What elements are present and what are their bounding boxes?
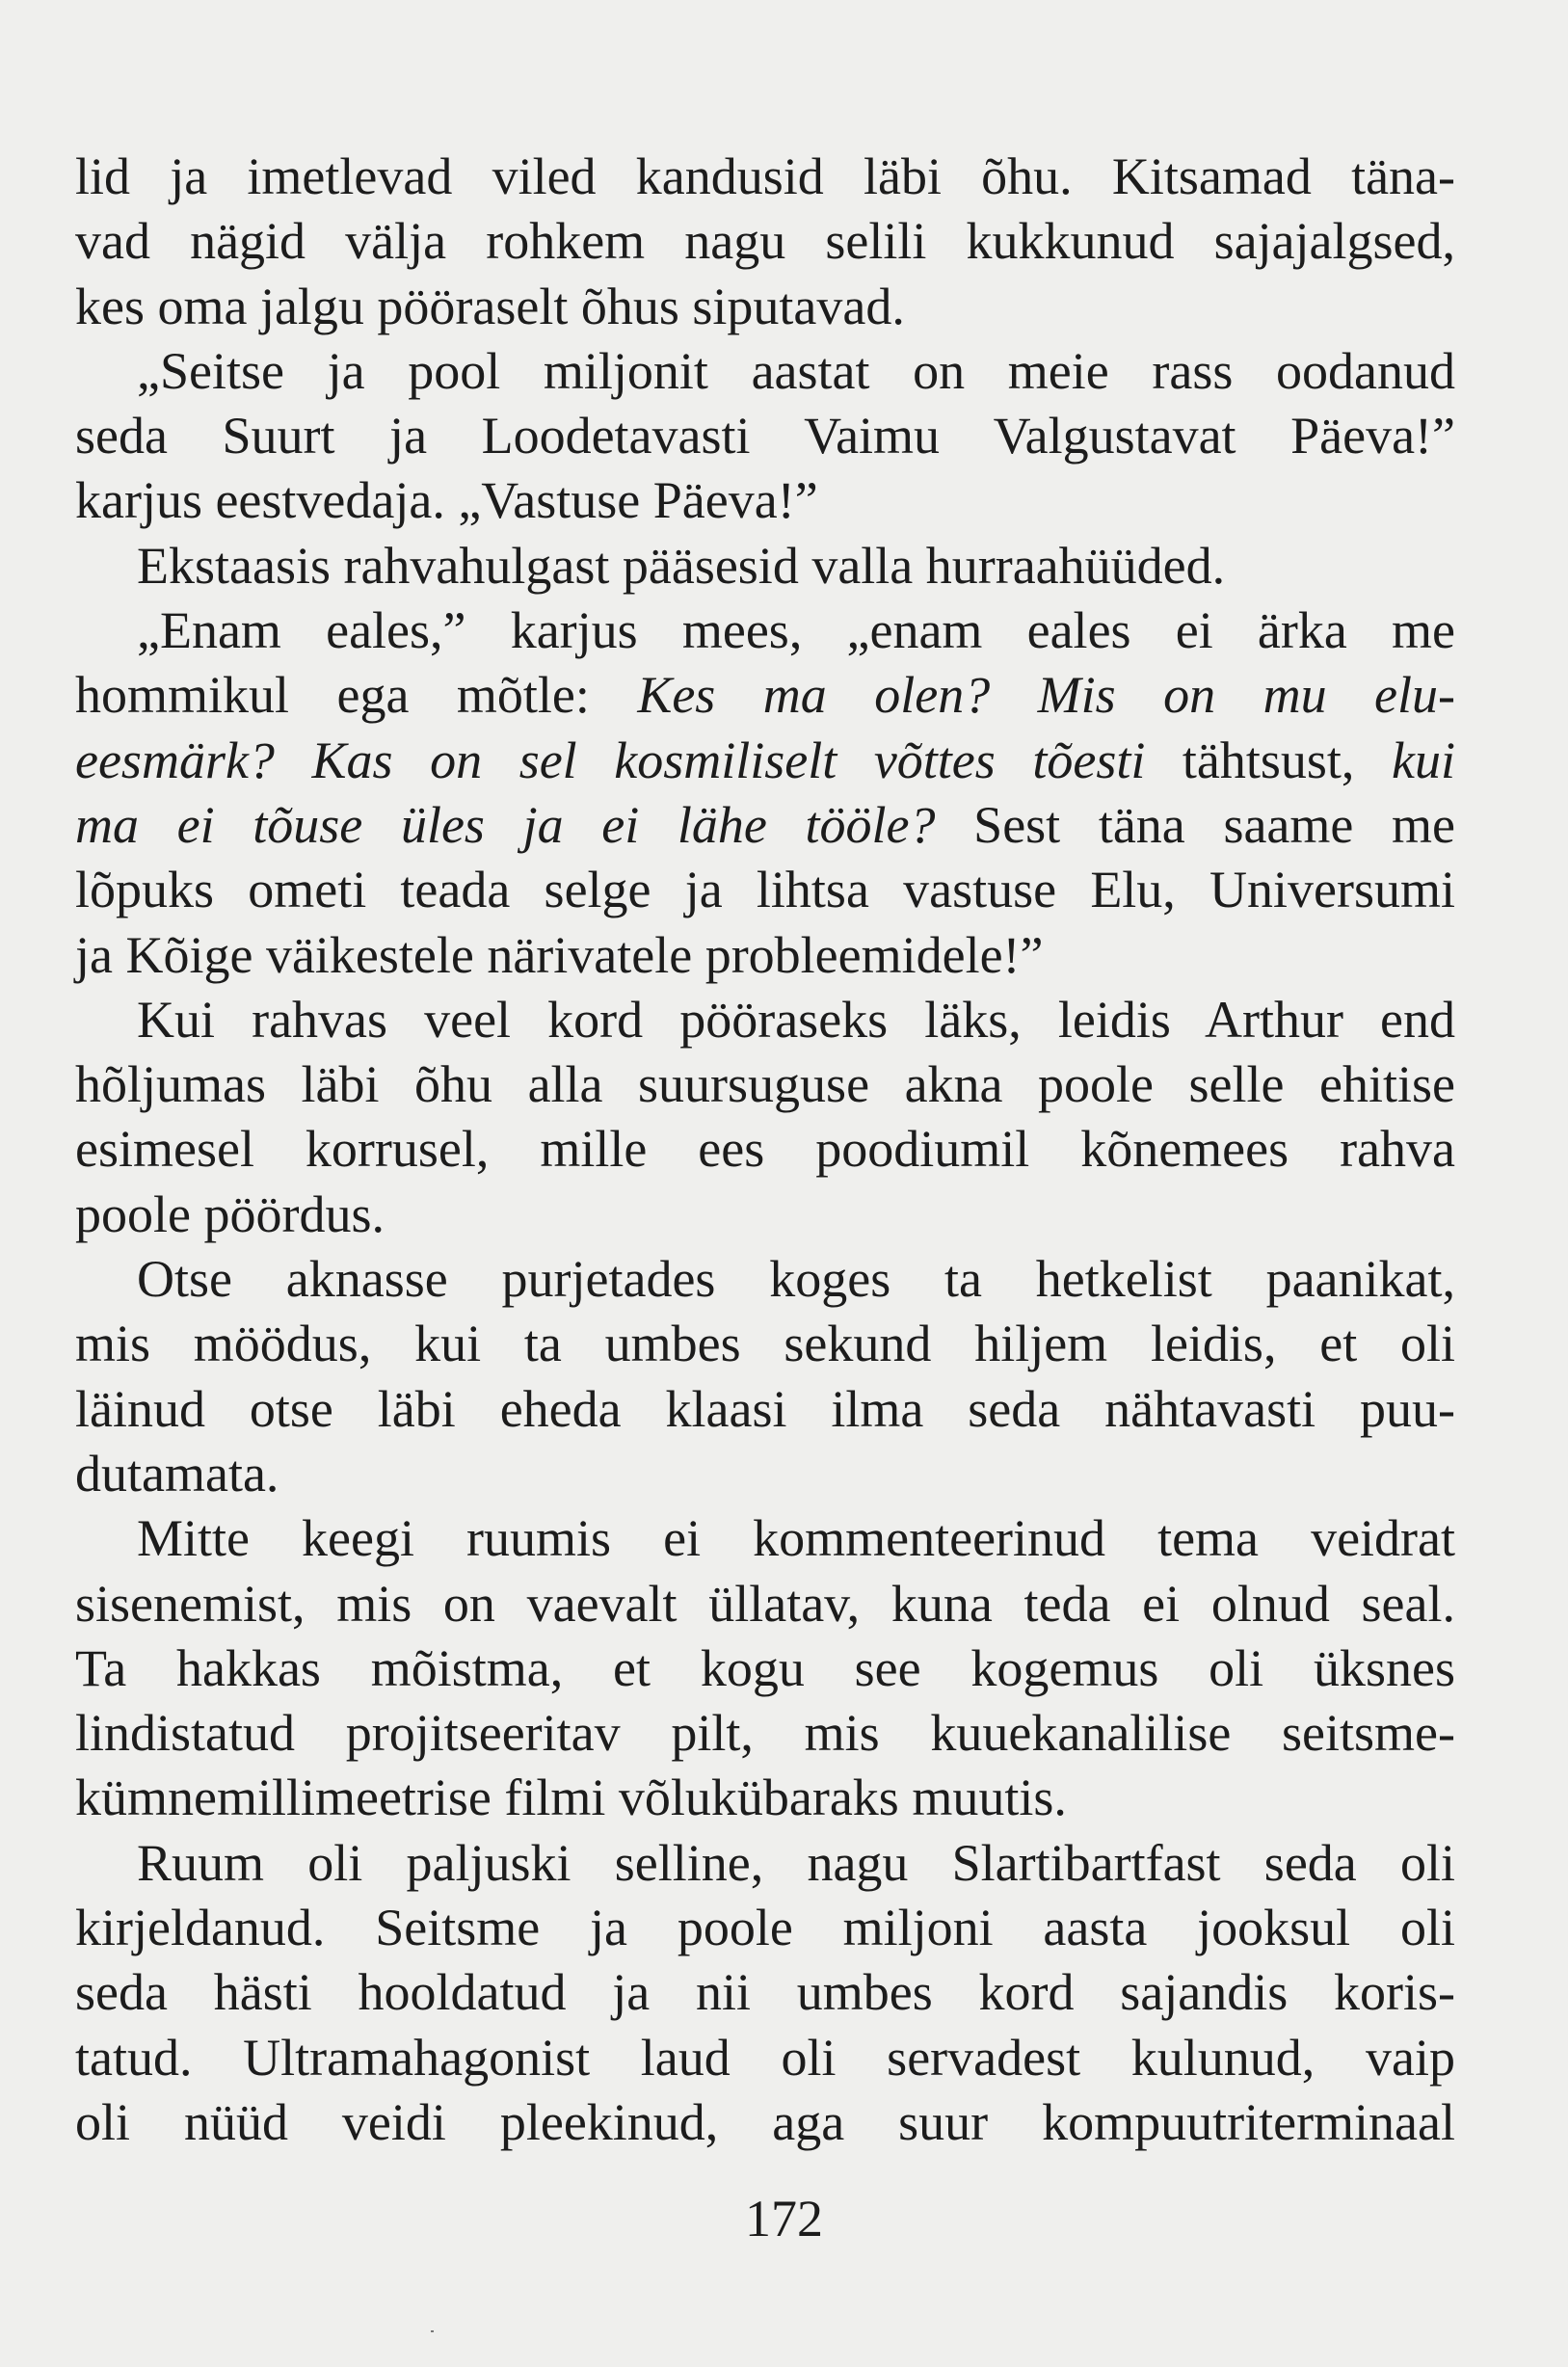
text-line bbox=[75, 923, 1455, 988]
text-line bbox=[75, 1052, 1455, 1117]
text-line bbox=[75, 1766, 1455, 1830]
text-line bbox=[75, 793, 1455, 858]
text-run: „Enam eales,” karjus mees, „enam eales ei ärka me bbox=[137, 601, 1455, 660]
text-line bbox=[75, 1701, 1455, 1766]
italic-text-run: kui bbox=[1392, 731, 1455, 789]
page-number: 172 bbox=[745, 2190, 823, 2247]
text-run: ja Kõige väikestele närivatele probleemidele!” bbox=[75, 925, 1044, 984]
text-run: vad nägid välja rohkem nagu selili kukkunud sajajalgsed, bbox=[75, 212, 1455, 271]
text-run: karjus eestvedaja. „Vastuse Päeva!” bbox=[75, 471, 818, 530]
text-run: lid ja imetlevad viled kandusid läbi õhu. Kitsamad täna- bbox=[75, 147, 1455, 205]
text-line bbox=[75, 663, 1455, 728]
text-run: hommikul ega mõtle: bbox=[75, 666, 638, 725]
text-run: „Seitse ja pool miljonit aastat on meie rass oodanud bbox=[137, 341, 1455, 400]
text-run: Ekstaasis rahvahulgast pääsesid valla hurraahüüded. bbox=[137, 536, 1226, 595]
print-speck bbox=[431, 2330, 434, 2332]
text-line bbox=[75, 1831, 1455, 1896]
text-line bbox=[75, 145, 1455, 209]
text-run: poole pöördus. bbox=[75, 1184, 385, 1243]
text-line bbox=[75, 1896, 1455, 1960]
text-run: seda Suurt ja Loodetavasti Vaimu Valgustavat Päeva!” bbox=[75, 407, 1455, 465]
text-run: kes oma jalgu pööraselt õhus siputavad. bbox=[75, 277, 905, 335]
text-line bbox=[75, 1636, 1455, 1701]
italic-text-run: ma ei tõuse üles ja ei lähe tööle? bbox=[75, 795, 936, 854]
text-line bbox=[75, 598, 1455, 663]
text-line bbox=[75, 1960, 1455, 2025]
text-line bbox=[75, 404, 1455, 468]
text-line bbox=[75, 729, 1455, 793]
text-run: tähtsust, bbox=[1145, 731, 1393, 789]
text-run: lõpuks ometi teada selge ja lihtsa vastuse Elu, Universumi bbox=[75, 861, 1455, 919]
text-run: lindistatud projitseeritav pilt, mis kuuekanalilise seitsme- bbox=[75, 1704, 1455, 1763]
text-line bbox=[75, 534, 1455, 598]
text-run: kümnemillimeetrise filmi võlukübaraks muutis. bbox=[75, 1769, 1067, 1827]
text-run: esimesel korrusel, mille ees poodiumil kõnemees rahva bbox=[75, 1120, 1455, 1179]
text-run: Mitte keegi ruumis ei kommenteerinud tema veidrat bbox=[137, 1509, 1455, 1568]
text-line bbox=[75, 468, 1455, 533]
text-run: Kui rahvas veel kord pööraseks läks, leidis Arthur end bbox=[137, 990, 1455, 1049]
text-run: Ruum oli paljuski selline, nagu Slartibartfast seda oli bbox=[137, 1833, 1455, 1892]
text-line bbox=[75, 209, 1455, 274]
text-run: hõljumas läbi õhu alla suursuguse akna poole selle ehitise bbox=[75, 1055, 1455, 1114]
text-run: läinud otse läbi eheda klaasi ilma seda nähtavasti puu- bbox=[75, 1379, 1455, 1438]
italic-text-run: Kes ma olen? Mis on mu elu- bbox=[637, 666, 1455, 725]
text-line bbox=[75, 275, 1455, 339]
text-run: Ta hakkas mõistma, et kogu see kogemus oli üksnes bbox=[75, 1638, 1455, 1697]
body-text bbox=[75, 145, 1455, 2155]
text-line bbox=[75, 988, 1455, 1052]
text-run: kirjeldanud. Seitsme ja poole miljoni aasta jooksul oli bbox=[75, 1899, 1455, 1957]
text-line bbox=[75, 1506, 1455, 1571]
text-line bbox=[75, 2090, 1455, 2155]
text-run: mis möödus, kui ta umbes sekund hiljem leidis, et oli bbox=[75, 1315, 1455, 1373]
text-line bbox=[75, 1442, 1455, 1506]
text-line bbox=[75, 1183, 1455, 1247]
italic-text-run: eesmärk? Kas on sel kosmiliselt võttes tõesti bbox=[75, 731, 1146, 789]
text-run: sisenemist, mis on vaevalt üllatav, kuna teda ei olnud seal. bbox=[75, 1574, 1455, 1633]
text-run: Otse aknasse purjetades koges ta hetkelist paanikat, bbox=[137, 1250, 1455, 1309]
text-run: tatud. Ultramahagonist laud oli servadest kulunud, vaip bbox=[75, 2028, 1455, 2087]
text-run: seda hästi hooldatud ja nii umbes kord sajandis koris- bbox=[75, 1963, 1455, 2022]
text-line bbox=[75, 1117, 1455, 1182]
text-line bbox=[75, 1312, 1455, 1376]
text-run: Sest täna saame me bbox=[935, 795, 1455, 854]
text-run: oli nüüd veidi pleekinud, aga suur kompuutriterminaal bbox=[75, 2092, 1455, 2151]
text-line bbox=[75, 1377, 1455, 1442]
text-line bbox=[75, 2026, 1455, 2090]
text-line bbox=[75, 1572, 1455, 1636]
text-run: dutamata. bbox=[75, 1444, 279, 1503]
text-line bbox=[75, 339, 1455, 404]
text-line bbox=[75, 858, 1455, 922]
text-line bbox=[75, 1247, 1455, 1312]
